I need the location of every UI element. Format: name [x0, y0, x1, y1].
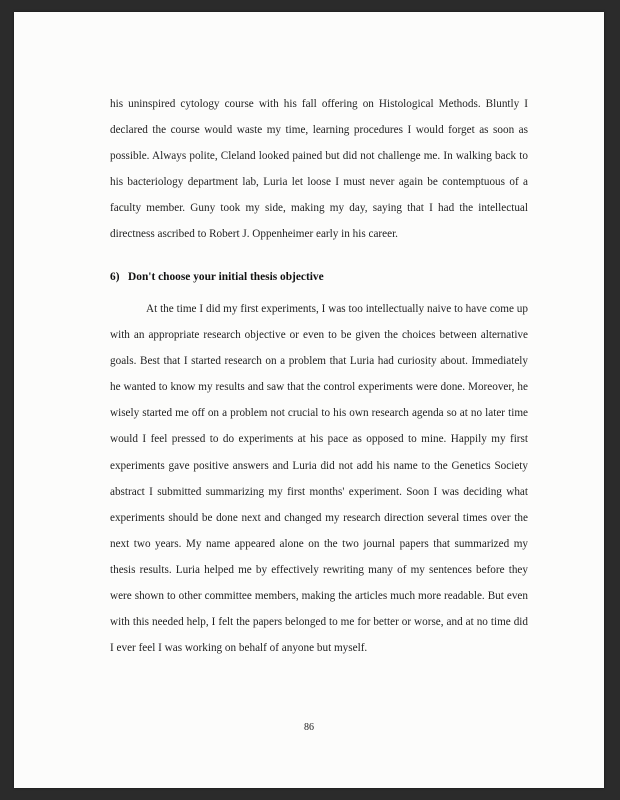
- page-number: 86: [304, 722, 314, 733]
- document-page: [14, 12, 604, 788]
- section-heading: 6) Don't choose your initial thesis objective: [110, 271, 324, 283]
- body-paragraph-2: At the time I did my first experiments, I was too intellectually naive to have come up with an appropriate research objective or even to be given the choices between alternative goals. Best that I started research on a problem that Luria had curiosity about. Immediately he wanted to know my results and saw that the control experiments were done. Moreover, he wisely started me off on a problem not crucial to his own research agenda so at no later time would I feel pressed to do experiments at his pace as opposed to mine. Happily my first experiments gave positive answers and Luria did not add his name to the Genetics Society abstract I submitted summarizing my first months' experiment. Soon I was deciding what experiments should be done next and changed my research direction several times over the next two years. My name appeared alone on the two journal papers that summarized my thesis results. Luria helped me by effectively rewriting many of my sentences before they were shown to other committee members, making the articles much more readable. But even with this needed help, I felt the papers belonged to me for better or worse, and at no time did I ever feel I was working on behalf of anyone but myself.: [110, 303, 528, 655]
- body-paragraph-1: his uninspired cytology course with his fall offering on Histological Methods. Bluntly I declared the course would waste my time, learning procedures I would forget as soon as possible. Always polite, Cleland looked pained but did not challenge me. In walking back to his bacteriology department lab, Luria let loose I must never again be contemptuous of a faculty member. Guny took my side, making my day, saying that I had the intellectual directness ascribed to Robert J. Oppenheimer early in his career.: [110, 98, 528, 241]
